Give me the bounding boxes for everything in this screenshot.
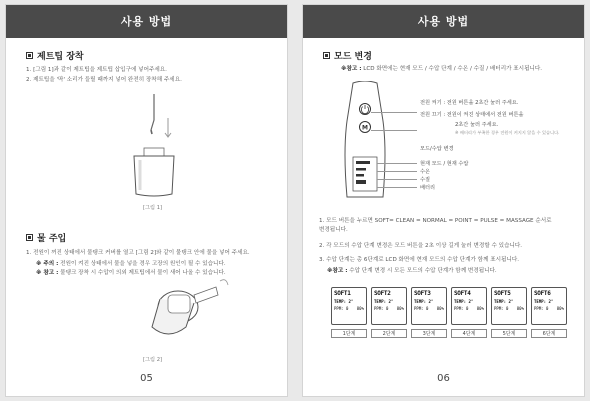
leader-line [377, 179, 417, 180]
section-title-water: 물 주입 [26, 231, 66, 244]
instruction-line: 2. 제트팁을 '딱' 소리가 들릴 때까지 넣어 완전히 장착해 주세요. [26, 77, 182, 83]
mode-button-annotation: 모드/수압 변경 [420, 146, 454, 152]
section-title-jet-tip: 제트팁 장착 [26, 49, 84, 62]
instruction-line: 1. [그림 1]과 같이 제트팁을 제트팁 삽입구에 넣어주세요. [26, 67, 167, 73]
lcd-battery: 80% [516, 306, 524, 311]
lcd-battery: 80% [396, 306, 404, 311]
lcd-ppm: PPM: 0 [334, 306, 349, 311]
lcd-battery: 80% [476, 306, 484, 311]
lcd-reference-note: ※참고 : LCD 화면에는 현재 모드 / 수압 단계 / 수온 / 수질 / 배터리가 표시됩니다. [341, 66, 543, 72]
page-header: 사용 방법 [6, 5, 287, 38]
lcd-screen-stage-4 [451, 287, 487, 338]
lcd-mode: SOFT6 [534, 290, 551, 297]
lcd-ppm: PPM: 0 [374, 306, 389, 311]
lcd-screen-stage-5 [491, 287, 527, 338]
stage-label: 2단계 [371, 329, 407, 338]
lcd-display [491, 287, 527, 325]
lcd-mode: SOFT1 [334, 290, 351, 297]
section-bullet-icon [26, 234, 33, 241]
battery-note: ※ 배터리가 부족한 경우 전원이 켜지지 않을 수 있습니다. [455, 130, 560, 135]
jet-tip-insert-illustration [116, 90, 186, 202]
lcd-display [411, 287, 447, 325]
step-line: 변경됩니다. [319, 227, 348, 233]
figure-caption: [그림 2] [143, 357, 163, 363]
section-bullet-icon [26, 52, 33, 59]
water-fill-illustration [146, 277, 236, 347]
lcd-battery: 80% [556, 306, 564, 311]
water-temp-annotation: 수온 [420, 169, 431, 175]
lcd-mode: SOFT3 [414, 290, 431, 297]
lcd-display [371, 287, 407, 325]
lcd-ppm: PPM: 0 [454, 306, 469, 311]
stage-label: 6단계 [531, 329, 567, 338]
leader-line [377, 187, 417, 188]
caution-note: ※ 주의 : 전원이 켜진 상태에서 물을 넣을 경우 고장의 원인이 될 수 있습니다. [36, 261, 226, 267]
lcd-temp: TEMP: 2° [414, 299, 434, 304]
step-line: 2. 각 모드의 수압 단계 변경은 모드 버튼을 2초 이상 길게 눌러 변경할 수 있습니다. [319, 243, 523, 249]
page-right [302, 4, 585, 397]
water-quality-annotation: 수질 [420, 177, 431, 183]
page-number: 05 [140, 373, 153, 384]
lcd-temp: TEMP: 2° [374, 299, 394, 304]
lcd-ppm: PPM: 0 [414, 306, 429, 311]
figure-caption: [그림 1] [143, 205, 163, 211]
current-mode-annotation: 현재 모드 / 현재 수압 [420, 161, 469, 167]
page-number: 06 [437, 373, 450, 384]
power-off-annotation-cont: 2초간 눌러 주세요. [455, 122, 499, 128]
lcd-display [451, 287, 487, 325]
battery-annotation: 배터리 [420, 185, 436, 191]
section-title-mode-change: 모드 변경 [323, 49, 372, 62]
leader-line [371, 112, 417, 113]
lcd-screen-stage-3 [411, 287, 447, 338]
lcd-ppm: PPM: 0 [534, 306, 549, 311]
lcd-screen-stage-2 [371, 287, 407, 338]
lcd-screen-stage-1 [331, 287, 367, 338]
lcd-temp: TEMP: 2° [454, 299, 474, 304]
instruction-line: 1. 전원이 꺼진 상태에서 물탱크 커버를 열고 [그림 2]와 같이 물탱크 안에 물을 넣어 주세요. [26, 250, 250, 256]
stage-label: 1단계 [331, 329, 367, 338]
lcd-temp: TEMP: 2° [494, 299, 514, 304]
device-front-illustration [339, 81, 391, 201]
reference-note: ※ 참고 : 물탱크 장착 시 수압이 의외 제트팁에서 물이 새어 나올 수 있습니다. [36, 270, 226, 276]
lcd-mode: SOFT5 [494, 290, 511, 297]
page-header: 사용 방법 [303, 5, 584, 38]
lcd-temp: TEMP: 2° [534, 299, 554, 304]
lcd-mode: SOFT2 [374, 290, 391, 297]
svg-text:M: M [362, 124, 368, 132]
lcd-display [531, 287, 567, 325]
power-on-annotation: 전원 켜기 : 전원 버튼을 2초간 눌러 주세요. [420, 100, 519, 106]
leader-line [371, 130, 417, 131]
leader-line [377, 171, 417, 172]
stage-label: 3단계 [411, 329, 447, 338]
lcd-battery: 80% [436, 306, 444, 311]
stage-label: 4단계 [451, 329, 487, 338]
lcd-mode: SOFT4 [454, 290, 471, 297]
lcd-display [331, 287, 367, 325]
steps-reference-note: ※참고 : 수압 단계 변경 시 모든 모드의 수압 단계가 함께 변경됩니다. [327, 268, 497, 274]
section-bullet-icon [323, 52, 330, 59]
step-line: 3. 수압 단계는 총 6단계로 LCD 화면에 현재 모드의 수압 단계가 함께 표시됩니다. [319, 257, 520, 263]
stage-label: 5단계 [491, 329, 527, 338]
leader-line [377, 163, 417, 164]
page-left [5, 4, 288, 397]
lcd-ppm: PPM: 0 [494, 306, 509, 311]
power-off-annotation: 전원 끄기 : 전원이 켜진 상태에서 전원 버튼을 [420, 112, 524, 118]
lcd-battery: 80% [356, 306, 364, 311]
lcd-screen-stage-6 [531, 287, 567, 338]
step-line: 1. 모드 버튼을 누르면 SOFT= CLEAN = NORMAL = POINT = PULSE = MASSAGE 순서로 [319, 218, 552, 224]
lcd-temp: TEMP: 2° [334, 299, 354, 304]
